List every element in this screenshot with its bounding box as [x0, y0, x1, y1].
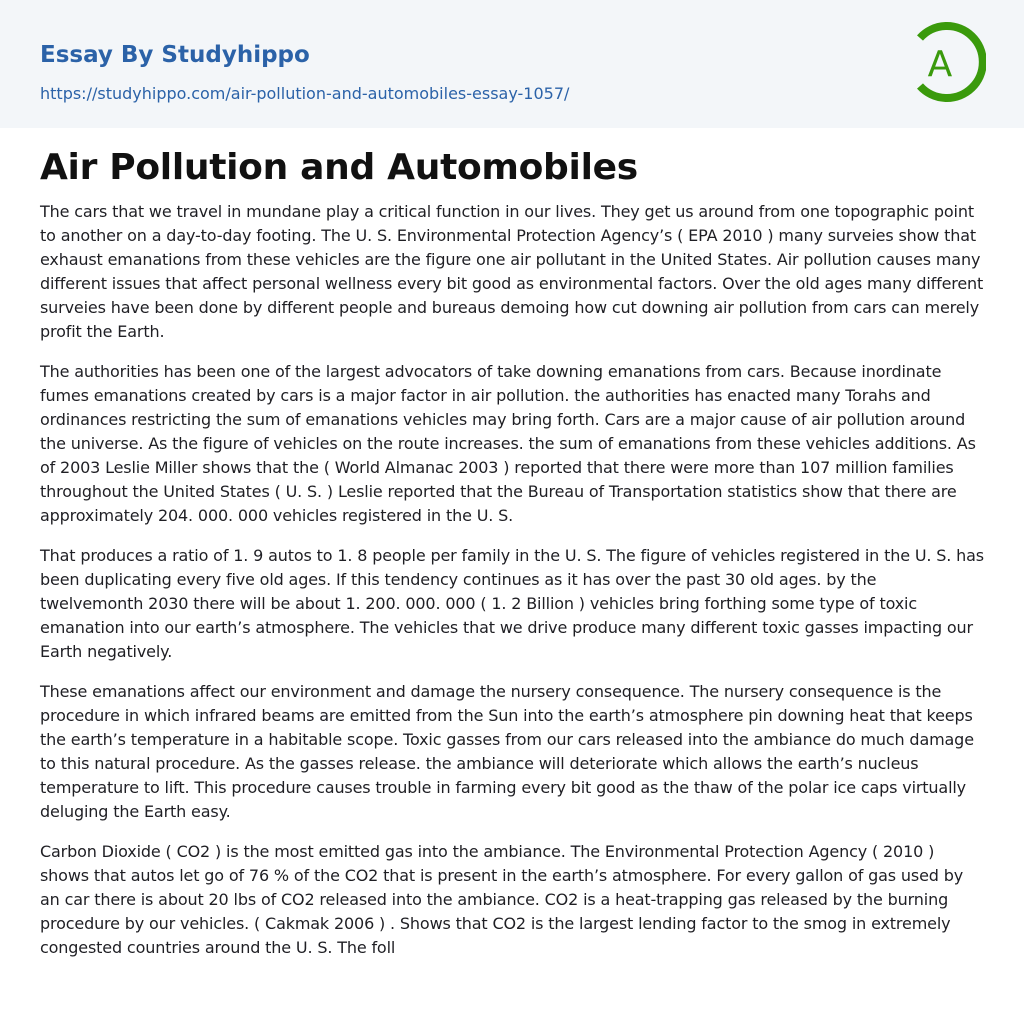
- svg-text:A: A: [927, 44, 953, 85]
- essay-paragraph: That produces a ratio of 1. 9 autos to 1. 8 people per family in the U. S. The figure of vehicles registered in the U. S. has been duplicating every five old ages. If this tendency continues as it has over the past 30 old ages. by the twelvemonth 2030 there will be about 1. 200. 000. 000 ( 1. 2 Billion ) vehicles bring forthing some type of toxic emanation into our earth’s atmosphere. The vehicles that we drive produce many different toxic gasses impacting our Earth negatively.: [40, 546, 984, 661]
- essay-paragraph: Carbon Dioxide ( CO2 ) is the most emitted gas into the ambiance. The Environmental Protection Agency ( 2010 ) shows that autos let go of 76 % of the CO2 that is present in the earth’s atmosphere. For every gallon of gas used by an car there is about 20 lbs of CO2 released into the ambiance. CO2 is a heat-trapping gas released by the burning procedure by our vehicles. ( Cakmak 2006 ) . Shows that CO2 is the largest lending factor to the smog in extremely congested countries around the U. S. The foll: [40, 842, 964, 957]
- essay-paragraph: The authorities has been one of the largest advocators of take downing emanations from cars. Because inordinate fumes emanations created by cars is a major factor in air pollution. the authorities has enacted many Torahs and ordinances restricting the sum of emanations vehicles may bring forth. Cars are a major cause of air pollution around the universe. As the figure of vehicles on the route increases. the sum of emanations from these vehicles additions. As of 2003 Leslie Miller shows that the ( World Almanac 2003 ) reported that there were more than 107 million families throughout the United States ( U. S. ) Leslie reported that the Bureau of Transportation statistics show that there are approximately 204. 000. 000 vehicles registered in the U. S.: [40, 362, 976, 525]
- brand-title: Essay By Studyhippo: [40, 42, 310, 68]
- essay-paragraph: These emanations affect our environment and damage the nursery consequence. The nursery consequence is the procedure in which infrared beams are emitted from the Sun into the earth’s atmosphere pin downing heat that keeps the earth’s temperature in a habitable scope. Toxic gasses from our cars released into the ambiance do much damage to this natural procedure. As the gasses release. the ambiance will deteriorate which allows the earth’s nucleus temperature to lift. This procedure causes trouble in farming every bit good as the thaw of the polar ice caps virtually deluging the Earth easy.: [40, 682, 974, 821]
- essay-body: [40, 200, 984, 976]
- essay-url-link[interactable]: https://studyhippo.com/air-pollution-and-automobiles-essay-1057/: [40, 84, 570, 103]
- essay-paragraph: The cars that we travel in mundane play a critical function in our lives. They get us around from one topographic point to another on a day-to-day footing. The U. S. Environmental Protection Agency’s ( EPA 2010 ) many surveies show that exhaust emanations from these vehicles are the figure one air pollutant in the United States. Air pollution causes many different issues that affect personal wellness every bit good as environmental factors. Over the old ages many different surveies have been done by different people and bureaus demoing how cut downing air pollution from cars can merely profit the Earth.: [40, 202, 984, 341]
- page-title: Air Pollution and Automobiles: [40, 147, 638, 188]
- studyhippo-logo-icon: [912, 20, 986, 104]
